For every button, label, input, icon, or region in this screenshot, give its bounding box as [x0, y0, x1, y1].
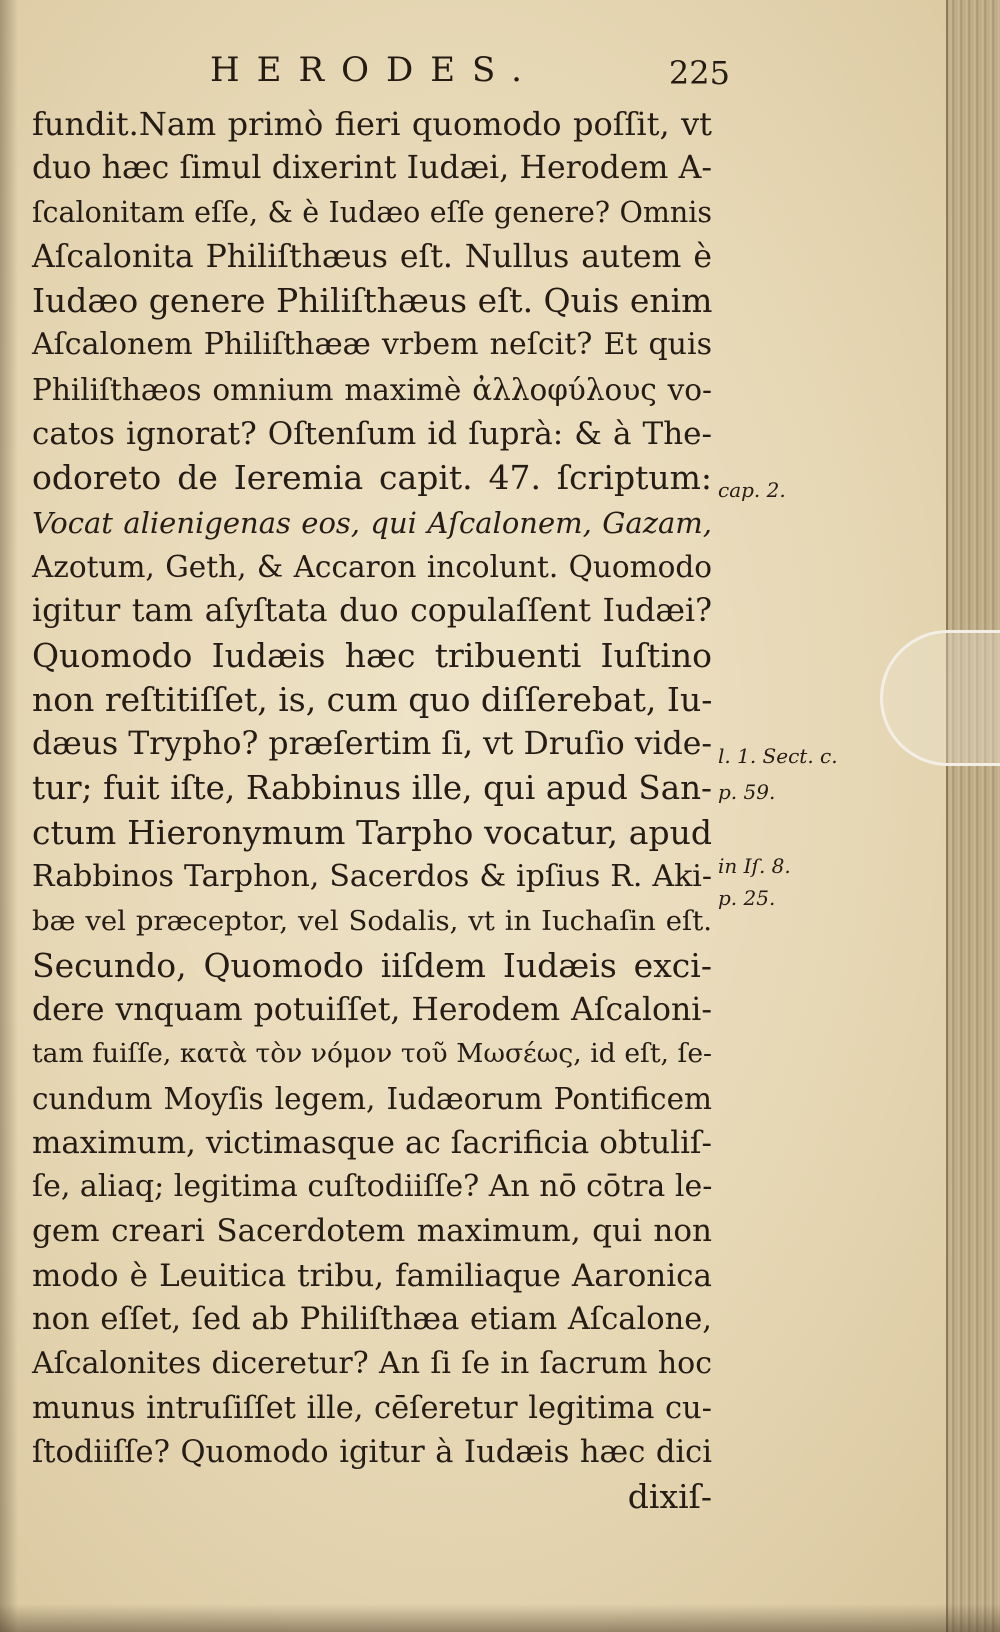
text-line: dæus Trypho? præſertim ſi, vt Druſio vide- [32, 726, 713, 763]
text-line: tur; fuit iſte, Rabbinus ille, qui apud San- [32, 769, 712, 808]
body-text [32, 102, 712, 1520]
text-line: non reſtitiſſet, is, cum quo diſſerebat, Iu- [32, 679, 713, 719]
text-line: Vocat alienigenas eos, qui Aſcalonem, Gazam, [32, 505, 712, 540]
margin-note: l. 1. Sect. c. [718, 744, 838, 768]
text-line: Philiſthæos omnium maximè ἀλλοφύλους vo- [32, 372, 712, 407]
text-line: odoreto de Ieremia capit. 47. ſcriptum: [32, 458, 712, 498]
text-line: ſcalonitam eſſe, & è Iudæo eſſe genere? Omnis [32, 195, 712, 229]
text-line: gem creari Sacerdotem maximum, qui non [32, 1213, 712, 1250]
text-line: tam fuiſſe, κατὰ τὸν νόμον τοῦ Μωσέως, id eſt, ſe- [32, 1038, 712, 1070]
text-line: catos ignorat? Oſtenſum id ſuprà: & à The- [32, 416, 712, 453]
text-line: Aſcalonites diceretur? An ſi ſe in ſacrum hoc [32, 1346, 712, 1382]
text-line: duo hæc ſimul dixerint Iudæi, Herodem A- [32, 150, 712, 187]
page-number: 225 [668, 54, 730, 92]
text-line: Rabbinos Tarphon, Sacerdos & ipſius R. Aki- [32, 859, 712, 895]
text-line: Iudæo genere Philiſthæus eſt. Quis enim [32, 281, 713, 321]
margin-note: p. 59. [718, 780, 776, 804]
text-line: ſe, aliaq; legitima cuſtodiiſſe? An nō cōtra le- [32, 1169, 713, 1205]
text-line: fundit.Nam primò fieri quomodo poſſit, vt [32, 105, 712, 143]
text-line: non eſſet, ſed ab Philiſthæa etiam Aſcalone, [32, 1302, 712, 1338]
text-line: igitur tam aſyſtata duo copulaſſent Iudæi? [32, 593, 712, 630]
text-line: Quomodo Iudæis hæc tribuenti Iuſtino [32, 635, 712, 675]
page-clip [880, 630, 1000, 766]
margin-note: p. 25. [718, 886, 776, 910]
text-line: munus intruſiſſet ille, cēſeretur legitima cu- [32, 1390, 712, 1426]
page-header [210, 50, 730, 100]
text-line: dere vnquam potuiſſet, Herodem Aſcaloni- [32, 991, 712, 1028]
text-line: Azotum, Geth, & Accaron incolunt. Quomodo [32, 549, 712, 584]
text-line: bæ vel præceptor, vel Sodalis, vt in Iuchaſin eſt. [32, 905, 712, 938]
margin-note: in Iſ. 8. [718, 854, 791, 878]
text-line: ſtodiiſſe? Quomodo igitur à Iudæis hæc dici [32, 1434, 712, 1470]
catchword: dixiſ- [627, 1477, 712, 1517]
gutter-shadow [0, 0, 18, 1632]
margin-note: cap. 2. [718, 478, 786, 502]
text-line: Aſcalonita Philiſthæus eſt. Nullus autem è [32, 238, 712, 275]
text-line: maximum, victimasque ac ſacrificia obtuliſ- [32, 1124, 712, 1161]
book-page-edges [946, 0, 1000, 1632]
text-line: ctum Hieronymum Tarpho vocatur, apud [32, 812, 712, 852]
text-line: Secundo, Quomodo iiſdem Iudæis exci- [32, 945, 712, 985]
text-line: Aſcalonem Philiſthææ vrbem neſcit? Et quis [32, 327, 712, 363]
text-line: modo è Leuitica tribu, familiaque Aaronica [32, 1257, 712, 1294]
running-head: HERODES. [210, 50, 539, 90]
margin-notes [714, 0, 864, 1632]
text-line: cundum Moyſis legem, Iudæorum Pontificem [32, 1081, 712, 1116]
